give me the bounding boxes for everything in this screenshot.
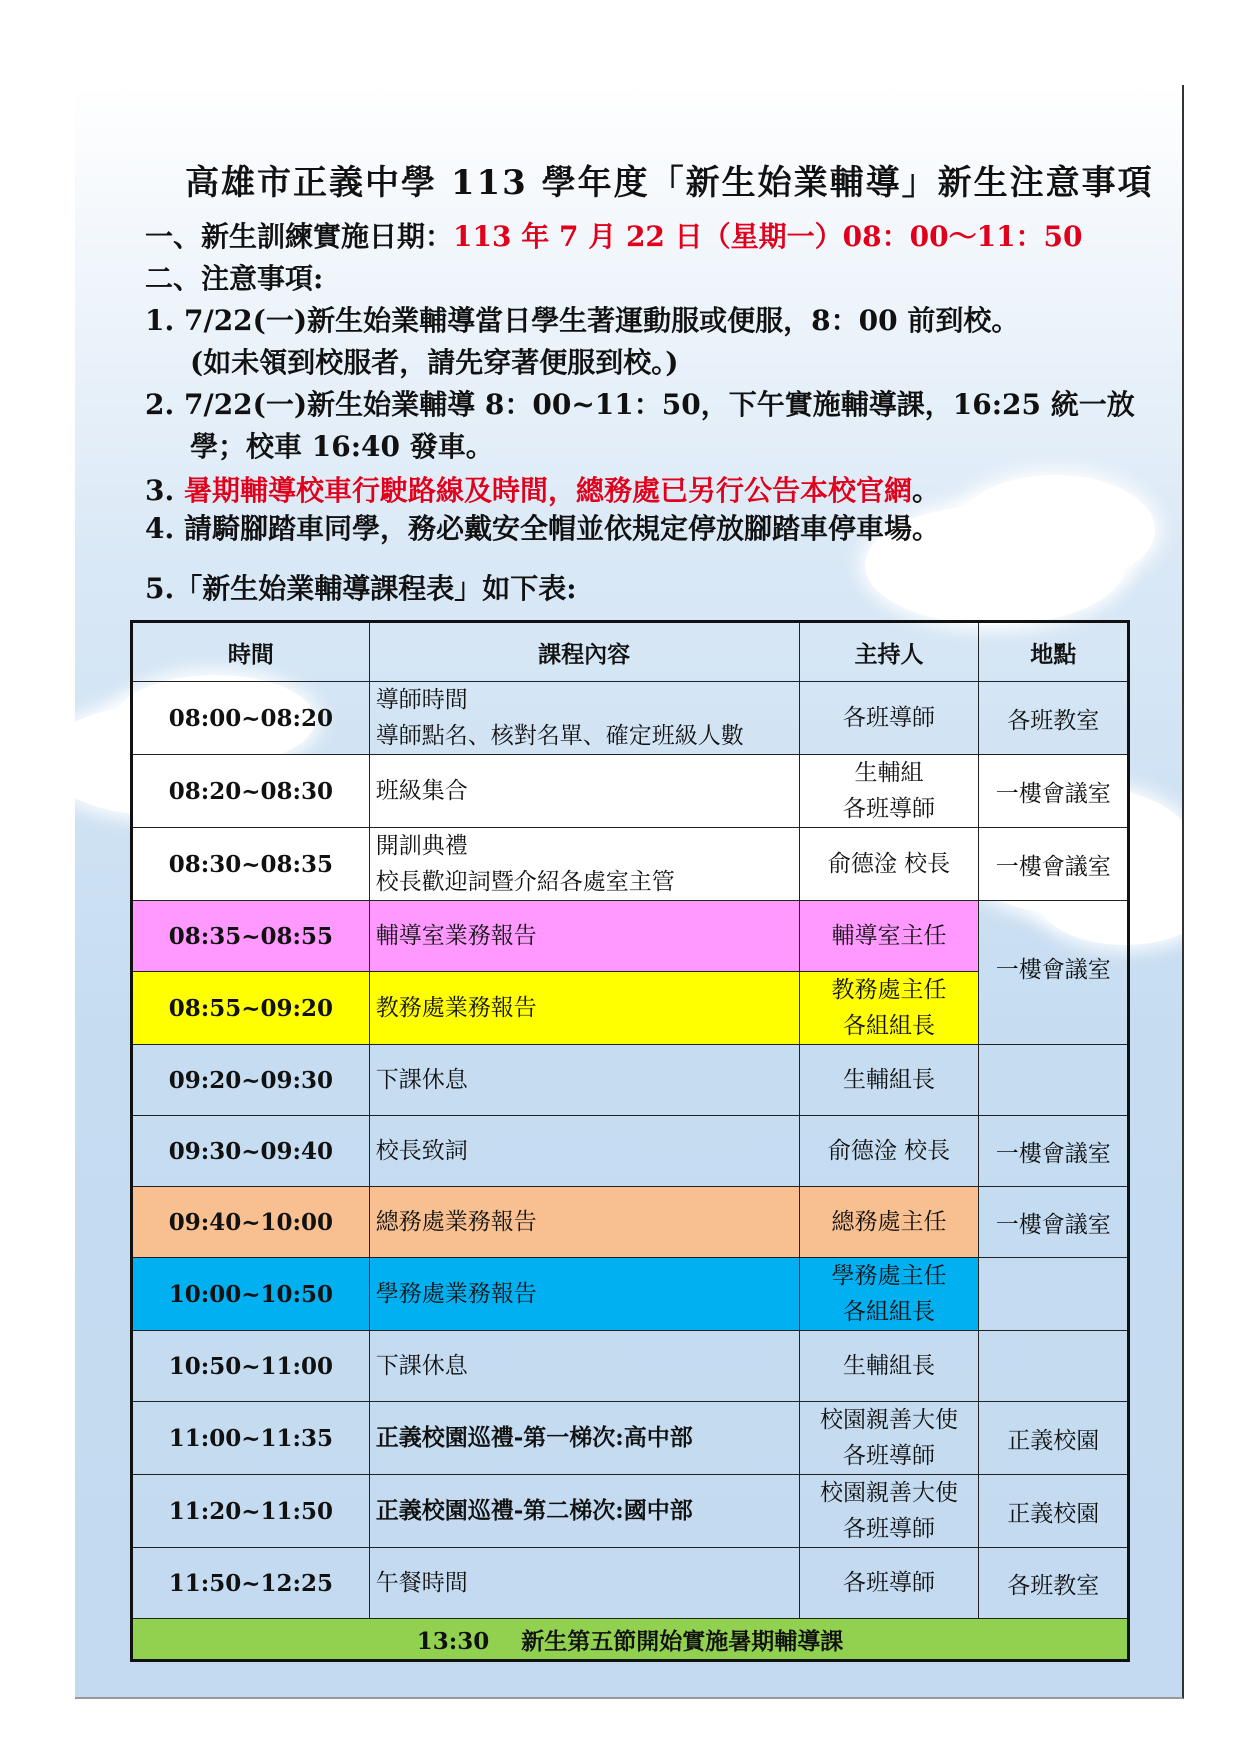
section-date-value: 113 年 7 月 22 日（星期一）08：00～11：50 xyxy=(453,220,1083,253)
table-row xyxy=(132,1475,1129,1548)
row-host xyxy=(799,1258,979,1331)
row-course: 午餐時間 xyxy=(369,1548,799,1619)
row-course: 下課休息 xyxy=(369,1045,799,1116)
row-host: 生輔組長 xyxy=(799,1045,979,1116)
row-time: 11:00~11:35 xyxy=(132,1402,370,1475)
row-time: 08:35~08:55 xyxy=(132,901,370,972)
row-time: 09:40~10:00 xyxy=(132,1187,370,1258)
row-course: 教務處業務報告 xyxy=(369,972,799,1045)
header-course: 課程內容 xyxy=(369,622,799,682)
host-line: 各組組長 xyxy=(843,1013,935,1039)
row-host xyxy=(799,1475,979,1548)
note-item-3 xyxy=(145,469,940,509)
row-time: 08:00~08:20 xyxy=(132,682,370,755)
header-time: 時間 xyxy=(132,622,370,682)
table-footer-row xyxy=(132,1619,1129,1661)
row-place xyxy=(979,1258,1129,1331)
row-time: 08:55~09:20 xyxy=(132,972,370,1045)
row-place: 正義校園 xyxy=(979,1402,1129,1475)
row-host: 俞德淦 校長 xyxy=(799,828,979,901)
header-place: 地點 xyxy=(979,622,1129,682)
row-host xyxy=(799,1402,979,1475)
row-place xyxy=(979,1331,1129,1402)
section-notes-label: 二、注意事項: xyxy=(145,262,324,295)
note-item-3-text: 暑期輔導校車行駛路線及時間，總務處已另行公告本校官網 xyxy=(183,474,912,507)
row-place: 一樓會議室 xyxy=(979,1116,1129,1187)
row-host: 各班導師 xyxy=(799,682,979,755)
note-item-3-number: 3. xyxy=(145,474,175,507)
row-host xyxy=(799,972,979,1045)
schedule-table xyxy=(130,620,1130,1662)
row-course: 班級集合 xyxy=(369,755,799,828)
table-row xyxy=(132,1548,1129,1619)
footer-note: 13:30 新生第五節開始實施暑期輔導課 xyxy=(132,1619,1129,1661)
table-row xyxy=(132,682,1129,755)
row-time: 11:50~12:25 xyxy=(132,1548,370,1619)
table-row xyxy=(132,1402,1129,1475)
table-header-row xyxy=(132,622,1129,682)
cloud-decoration xyxy=(955,475,1155,585)
row-course: 總務處業務報告 xyxy=(369,1187,799,1258)
table-row xyxy=(132,1187,1129,1258)
page-title: 高雄市正義中學 113 學年度「新生始業輔導」新生注意事項 xyxy=(185,163,1154,203)
row-place: 一樓會議室 xyxy=(979,1187,1129,1258)
note-item-2: 2. 7/22(一)新生始業輔導 8：00~11：50，下午實施輔導課，16:25 統一放 xyxy=(145,388,1135,421)
host-line: 校園親善大使 xyxy=(820,1480,958,1506)
note-item-3-end: 。 xyxy=(912,474,941,507)
row-host: 生輔組長 xyxy=(799,1331,979,1402)
table-row xyxy=(132,1331,1129,1402)
row-host: 總務處主任 xyxy=(799,1187,979,1258)
row-course: 正義校園巡禮-第二梯次:國中部 xyxy=(369,1475,799,1548)
note-item-2-sub: 學；校車 16:40 發車。 xyxy=(190,430,494,463)
row-place-merged: 一樓會議室 xyxy=(979,901,1129,1045)
row-course: 輔導室業務報告 xyxy=(369,901,799,972)
row-host: 各班導師 xyxy=(799,1548,979,1619)
row-time: 08:20~08:30 xyxy=(132,755,370,828)
row-course xyxy=(369,682,799,755)
row-host xyxy=(799,755,979,828)
host-line: 各班導師 xyxy=(843,1516,935,1542)
note-item-1-sub: (如未領到校服者，請先穿著便服到校。) xyxy=(190,346,679,379)
row-place: 一樓會議室 xyxy=(979,755,1129,828)
row-course: 下課休息 xyxy=(369,1331,799,1402)
host-line: 各班導師 xyxy=(843,1443,935,1469)
course-title: 開訓典禮 xyxy=(375,833,468,859)
host-line: 教務處主任 xyxy=(831,977,947,1003)
course-detail: 校長歡迎詞暨介紹各處室主管 xyxy=(375,869,675,895)
row-course: 校長致詞 xyxy=(369,1116,799,1187)
row-place: 一樓會議室 xyxy=(979,828,1129,901)
row-host: 輔導室主任 xyxy=(799,901,979,972)
row-place: 正義校園 xyxy=(979,1475,1129,1548)
row-time: 09:30~09:40 xyxy=(132,1116,370,1187)
row-place: 各班教室 xyxy=(979,682,1129,755)
row-host: 俞德淦 校長 xyxy=(799,1116,979,1187)
table-row xyxy=(132,1045,1129,1116)
table-row xyxy=(132,1258,1129,1331)
host-line: 各組組長 xyxy=(843,1299,935,1325)
row-time: 10:50~11:00 xyxy=(132,1331,370,1402)
note-item-1: 1. 7/22(一)新生始業輔導當日學生著運動服或便服，8：00 前到校。 xyxy=(145,304,1020,337)
note-item-4: 4. 請騎腳踏車同學，務必戴安全帽並依規定停放腳踏車停車場。 xyxy=(145,512,940,545)
row-time: 09:20~09:30 xyxy=(132,1045,370,1116)
row-course: 正義校園巡禮-第一梯次:高中部 xyxy=(369,1402,799,1475)
header-host: 主持人 xyxy=(799,622,979,682)
row-time: 11:20~11:50 xyxy=(132,1475,370,1548)
row-time: 08:30~08:35 xyxy=(132,828,370,901)
row-course: 學務處業務報告 xyxy=(369,1258,799,1331)
host-line: 學務處主任 xyxy=(831,1263,947,1289)
host-line: 生輔組 xyxy=(854,760,924,786)
row-place xyxy=(979,1045,1129,1116)
course-detail: 導師點名、核對名單、確定班級人數 xyxy=(375,723,744,749)
section-date xyxy=(145,215,1083,255)
host-line: 校園親善大使 xyxy=(820,1407,958,1433)
row-time: 10:00~10:50 xyxy=(132,1258,370,1331)
row-course xyxy=(369,828,799,901)
row-place: 各班教室 xyxy=(979,1548,1129,1619)
table-row xyxy=(132,1116,1129,1187)
section-date-label: 一、新生訓練實施日期： xyxy=(145,220,454,253)
course-title: 導師時間 xyxy=(375,687,468,713)
note-item-5: 5.「新生始業輔導課程表」如下表: xyxy=(145,572,577,605)
table-row xyxy=(132,755,1129,828)
document-page xyxy=(75,85,1184,1699)
table-row xyxy=(132,828,1129,901)
host-line: 各班導師 xyxy=(843,796,935,822)
table-row xyxy=(132,901,1129,972)
